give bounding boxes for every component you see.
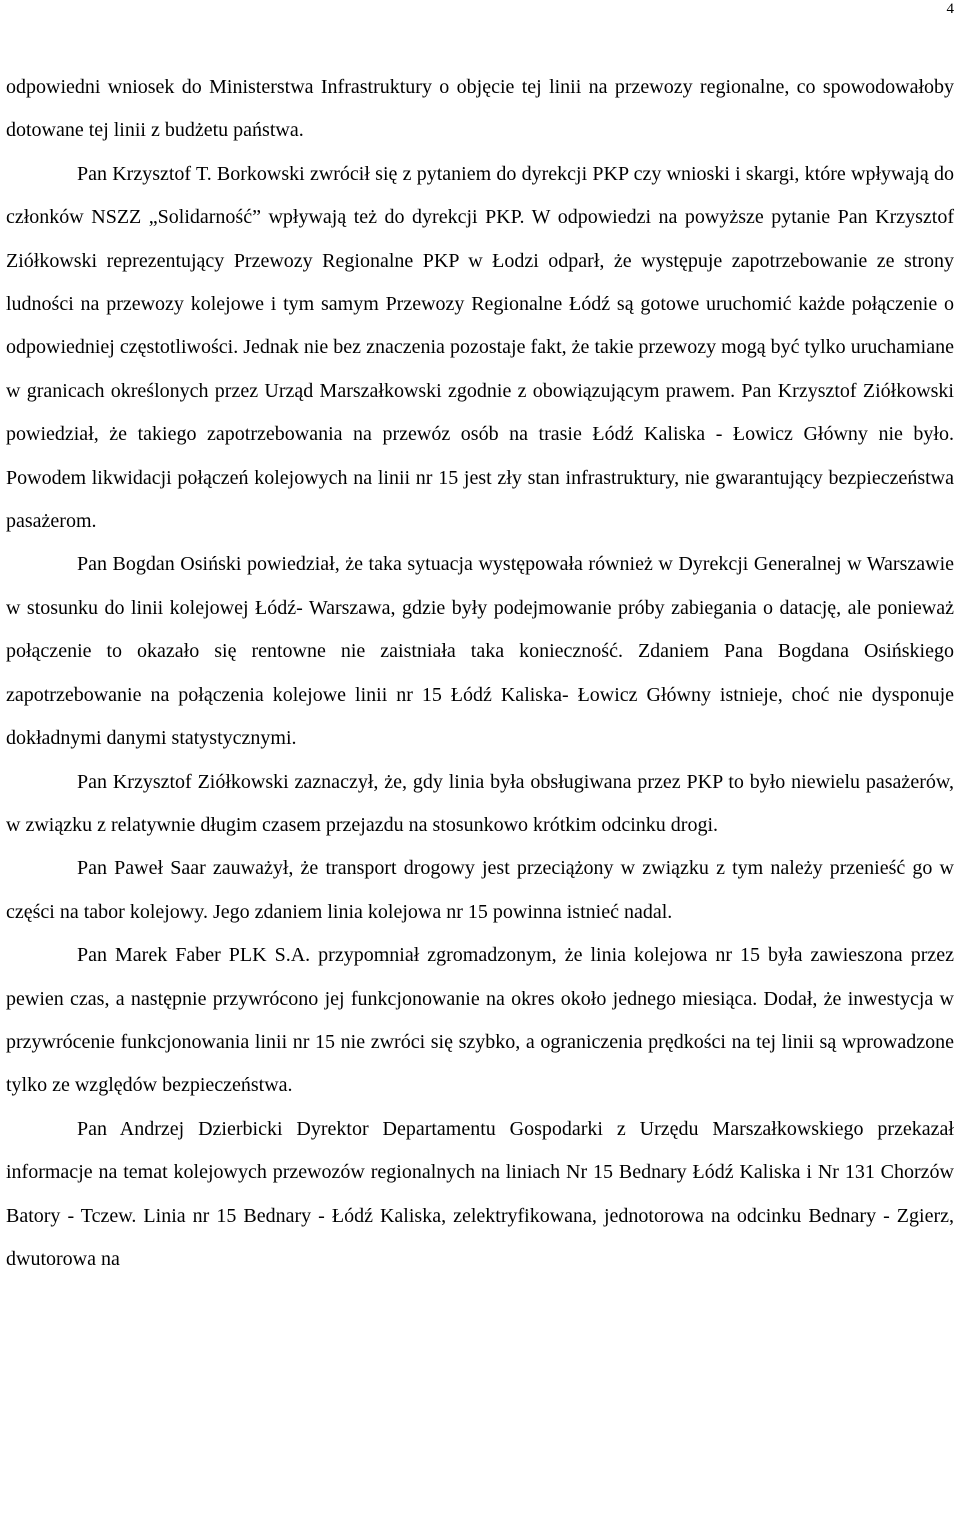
paragraph-6: Pan Marek Faber PLK S.A. przypomniał zgromadzonym, że linia kolejowa nr 15 była zawieszona przez pewien czas, a następnie przywrócono jej funkcjonowanie na okres około jednego miesiąca. Dodał, że inwestycja w przywrócenie funkcjonowania linii nr 15 nie zwróci się szybko, a ograniczenia prędkości na tej linii są wprowadzone tylko ze względów bezpieczeństwa.	[6, 944, 954, 1097]
paragraph-3: Pan Bogdan Osiński powiedział, że taka sytuacja występowała również w Dyrekcji Generalnej w Warszawie w stosunku do linii kolejowej Łódź- Warszawa, gdzie były podejmowanie próby zabiegania o datację, ale ponieważ połączenie to okazało się rentowne nie zaistniała taka konieczność. Zdaniem Pana Bogdana Osińskiego zapotrzebowanie na połączenia kolejowe linii nr 15 Łódź Kaliska- Łowicz Główny istnieje, choć nie dysponuje dokładnymi danymi statystycznymi.	[6, 553, 954, 750]
paragraph-1: odpowiedni wniosek do Ministerstwa Infrastruktury o objęcie tej linii na przewozy regionalne, co spowodowałoby dotowane tej linii z budżetu państwa.	[6, 76, 954, 142]
paragraph-2: Pan Krzysztof T. Borkowski zwrócił się z pytaniem do dyrekcji PKP czy wnioski i skargi, które wpływają do członków NSZZ „Solidarność” wpływają też do dyrekcji PKP. W odpowiedzi na powyższe pytanie Pan Krzysztof Ziółkowski reprezentujący Przewozy Regionalne PKP w Łodzi odparł, że występuje zapotrzebowanie ze strony ludności na przewozy kolejowe i tym samym Przewozy Regionalne Łódź są gotowe uruchomić każde połączenie o odpowiedniej częstotliwości. Jednak nie bez znaczenia pozostaje fakt, że takie przewozy mogą być tylko uruchamiane w granicach określonych przez Urząd Marszałkowski zgodnie z obowiązującym prawem. Pan Krzysztof Ziółkowski powiedział, że takiego zapotrzebowania na przewóz osób na trasie Łódź Kaliska - Łowicz Główny nie było. Powodem likwidacji połączeń kolejowych na linii nr 15 jest zły stan infrastruktury, nie gwarantujący bezpieczeństwa pasażerom.	[6, 162, 954, 533]
document-body	[6, 66, 954, 1281]
paragraph-5: Pan Paweł Saar zauważył, że transport drogowy jest przeciążony w związku z tym należy przenieść go w części na tabor kolejowy. Jego zdaniem linia kolejowa nr 15 powinna istnieć nadal.	[6, 857, 954, 923]
page-number: 4	[946, 1, 954, 17]
paragraph-4: Pan Krzysztof Ziółkowski zaznaczył, że, gdy linia była obsługiwana przez PKP to było niewielu pasażerów, w związku z relatywnie długim czasem przejazdu na stosunkowo krótkim odcinku drogi.	[6, 770, 954, 836]
paragraph-7: Pan Andrzej Dzierbicki Dyrektor Departamentu Gospodarki z Urzędu Marszałkowskiego przekazał informacje na temat kolejowych przewozów regionalnych na liniach Nr 15 Bednary Łódź Kaliska i Nr 131 Chorzów Batory - Tczew. Linia nr 15 Bednary - Łódź Kaliska, zelektryfikowana, jednotorowa na odcinku Bednary - Zgierz, dwutorowa na	[6, 1117, 954, 1270]
